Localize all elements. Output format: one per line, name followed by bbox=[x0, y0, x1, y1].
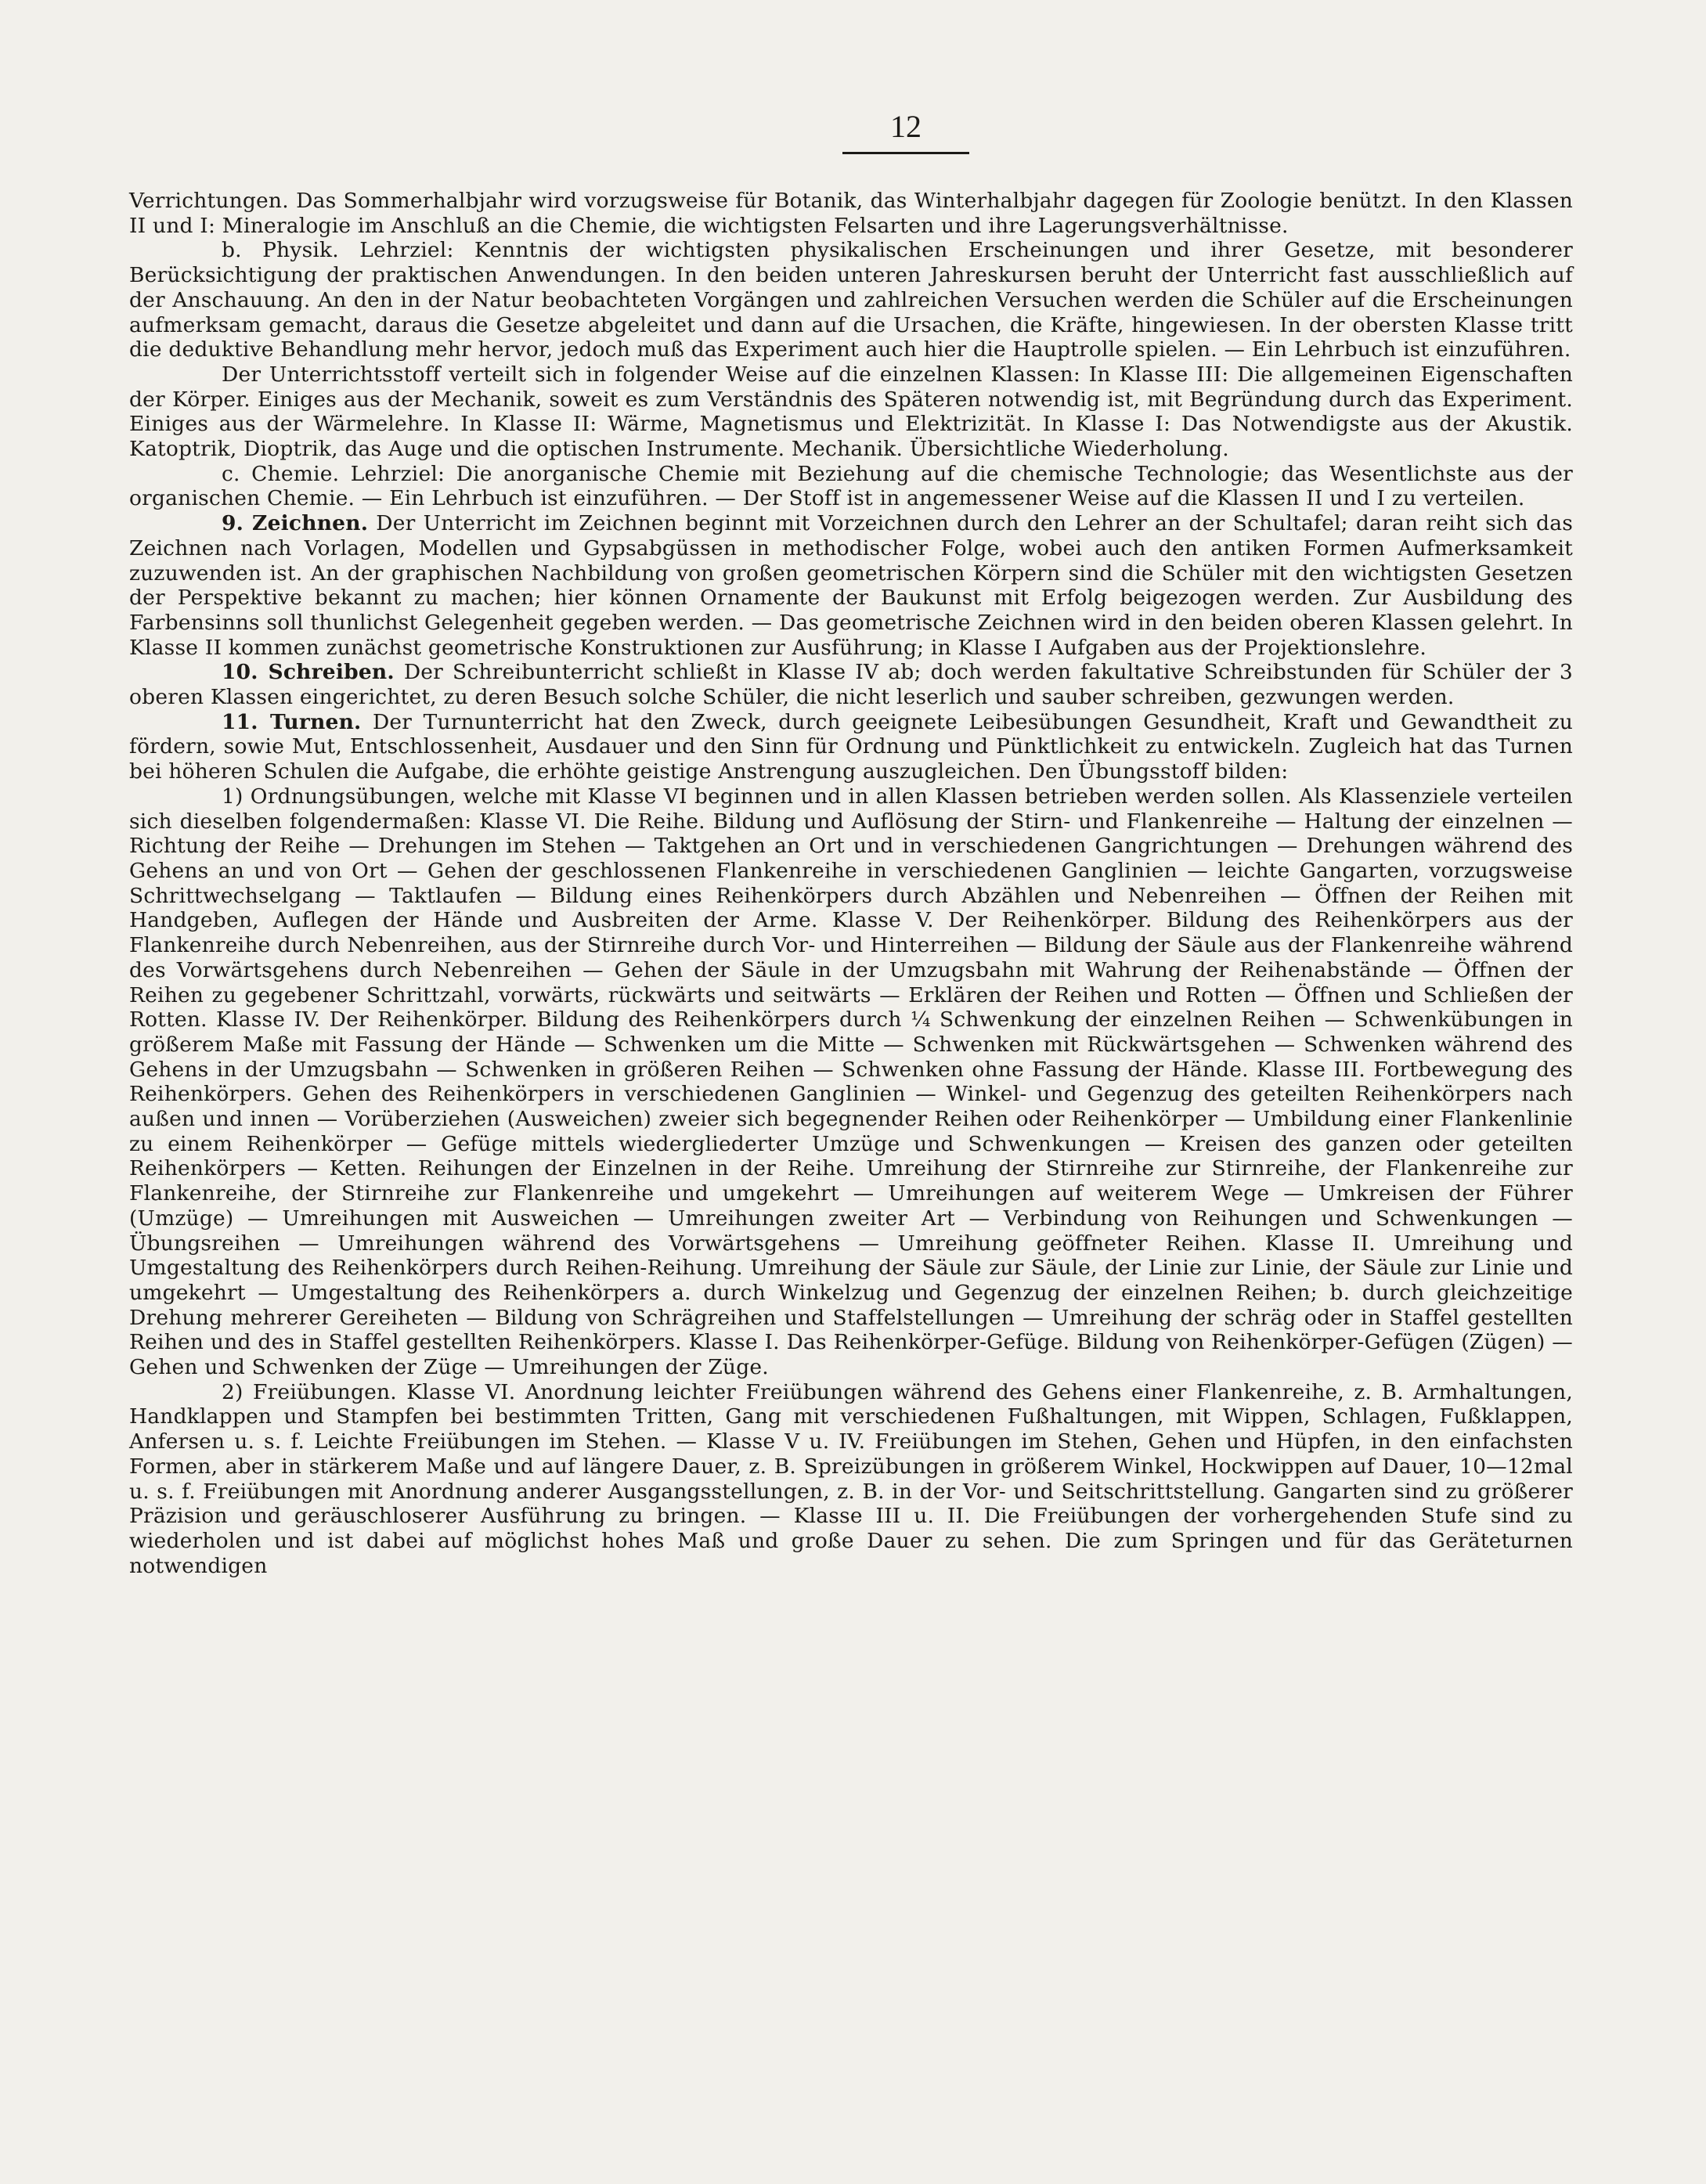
paragraph-zeichnen bbox=[129, 511, 1573, 660]
section-label-zeichnen: 9. Zeichnen. bbox=[222, 511, 369, 536]
paragraph-turnen-text: Der Turnunterricht hat den Zweck, durch geeignete Leibesübungen Gesundheit, Kraft und Gewandtheit zu fördern, sowie Mut, Entschlossenheit, Ausdauer und den Sinn für Ordnung und Pünktlichkeit zu entwickeln. Zugleich hat das Turnen bei höheren Schulen die Aufgabe, die erhöhte geistige Anstrengung auszugleichen. Den Übungsstoff bilden: bbox=[129, 709, 1573, 784]
paragraph-schreiben-text: Der Schreibunterricht schließt in Klasse IV ab; doch werden fakultative Schreibstunden für Schüler der 3 oberen Klassen eingerichtet, zu deren Besuch solche Schüler, die nicht leserlich und sauber schreiben, gezwungen werden. bbox=[129, 660, 1573, 710]
paragraph-chemie: c. Chemie. Lehrziel: Die anorganische Chemie mit Beziehung auf die chemische Technologie; das Wesentlichste aus der organischen Chemie. — Ein Lehrbuch ist einzuführen. — Der Stoff ist in angemessener Weise auf die Klassen II und I zu verteilen. bbox=[129, 461, 1573, 511]
paragraph-physik-stoffverteilung: Der Unterrichtsstoff verteilt sich in folgender Weise auf die einzelnen Klassen: In Klasse III: Die allgemeinen Eigenschaften der Körper. Einiges aus der Mechanik, soweit es zum Verständnis des Späteren notwendig ist, mit Begründung durch das Experiment. Einiges aus der Wärmelehre. In Klasse II: Wärme, Magnetismus und Elektrizität. In Klasse I: Das Notwendigste aus der Akustik. Katoptrik, Dioptrik, das Auge und die optischen Instrumente. Mechanik. Übersichtliche Wiederholung. bbox=[129, 362, 1573, 462]
paragraph-botanik-zoologie: Verrichtungen. Das Sommerhalbjahr wird vorzugsweise für Botanik, das Winterhalbjahr dagegen für Zoologie benützt. In den Klassen II und I: Mineralogie im Anschluß an die Chemie, die wichtigsten Felsarten und ihre Lagerungsverhältnisse. bbox=[129, 189, 1573, 238]
paragraph-schreiben bbox=[129, 660, 1573, 709]
paragraph-freiuebungen: 2) Freiübungen. Klasse VI. Anordnung leichter Freiübungen während des Gehens einer Flankenreihe, z. B. Armhaltungen, Handklappen und Stampfen bei bestimmten Tritten, Gang mit verschiedenen Fußhaltungen, mit Wippen, Schlagen, Fußklappen, Anfersen u. s. f. Leichte Freiübungen im Stehen. — Klasse V u. IV. Freiübungen im Stehen, Gehen und Hüpfen, in den einfachsten Formen, aber in stärkerem Maße und auf längere Dauer, z. B. Spreizübungen in größerem Winkel, Hockwippen auf Dauer, 10—12mal u. s. f. Freiübungen mit Anordnung anderer Ausgangsstellungen, z. B. in der Vor- und Seitschrittstellung. Gangarten sind zu größerer Präzision und geräuschloserer Ausführung zu bringen. — Klasse III u. II. Die Freiübungen der vorhergehenden Stufe sind zu wiederholen und ist dabei auf möglichst hohes Maß und große Dauer zu sehen. Die zum Springen und für das Geräteturnen notwendigen bbox=[129, 1379, 1573, 1578]
paragraph-turnen bbox=[129, 710, 1573, 784]
paragraph-physik: b. Physik. Lehrziel: Kenntnis der wichtigsten physikalischen Erscheinungen und ihrer Gesetze, mit besonderer Berücksichtigung der praktischen Anwendungen. In den beiden unteren Jahreskursen beruht der Unterricht fast ausschließlich auf der Anschauung. An den in der Natur beobachteten Vorgängen und zahlreichen Versuchen werden die Schüler auf die Erscheinungen aufmerksam gemacht, daraus die Gesetze abgeleitet und dann auf die Ursachen, die Kräfte, hingewiesen. In der obersten Klasse tritt die deduktive Behandlung mehr hervor, jedoch muß das Experiment auch hier die Hauptrolle spielen. — Ein Lehrbuch ist einzuführen. bbox=[129, 238, 1573, 362]
body-text bbox=[129, 189, 1573, 1578]
page-number: 12 bbox=[890, 109, 922, 144]
paragraph-zeichnen-text: Der Unterricht im Zeichnen beginnt mit Vorzeichnen durch den Lehrer an der Schultafel; daran reiht sich das Zeichnen nach Vorlagen, Modellen und Gypsabgüssen in methodischer Folge, wobei auch den antiken Formen Aufmerksamkeit zuzuwenden ist. An der graphischen Nachbildung von großen geometrischen Körpern sind die Schüler mit den wichtigsten Gesetzen der Perspektive bekannt zu machen; hier können Ornamente der Baukunst mit Erfolg beigezogen werden. Zur Ausbildung des Farbensinns soll thunlichst Gelegenheit gegeben werden. — Das geometrische Zeichnen wird in den beiden oberen Klassen gelehrt. In Klasse II kommen zunächst geometrische Konstruktionen zur Ausführung; in Klasse I Aufgaben aus der Projektionslehre. bbox=[129, 511, 1573, 660]
page-number-rule bbox=[842, 152, 969, 154]
section-label-turnen: 11. Turnen. bbox=[222, 709, 362, 734]
paragraph-ordnungsuebungen: 1) Ordnungsübungen, welche mit Klasse VI beginnen und in allen Klassen betrieben werden sollen. Als Klassenziele verteilen sich dieselben folgendermaßen: Klasse VI. Die Reihe. Bildung und Auflösung der Stirn- und Flankenreihe — Haltung der einzelnen — Richtung der Reihe — Drehungen im Stehen — Taktgehen an Ort und in verschiedenen Gangrichtungen — Drehungen während des Gehens an und von Ort — Gehen der geschlossenen Flankenreihe in verschiedenen Ganglinien — leichte Gangarten, vorzugsweise Schrittwechselgang — Taktlaufen — Bildung eines Reihenkörpers durch Abzählen und Nebenreihen — Öffnen der Reihen mit Handgeben, Auflegen der Hände und Ausbreiten der Arme. Klasse V. Der Reihenkörper. Bildung des Reihenkörpers aus der Flankenreihe durch Nebenreihen, aus der Stirnreihe durch Vor- und Hinterreihen — Bildung der Säule aus der Flankenreihe während des Vorwärtsgehens durch Nebenreihen — Gehen der Säule in der Umzugsbahn mit Wahrung der Reihenabstände — Öffnen der Reihen zu gegebener Schrittzahl, vorwärts, rückwärts und seitwärts — Erklären der Reihen und Rotten — Öffnen und Schließen der Rotten. Klasse IV. Der Reihenkörper. Bildung des Reihenkörpers durch ¼ Schwenkung der einzelnen Reihen — Schwenkübungen in größerem Maße mit Fassung der Hände — Schwenken um die Mitte — Schwenken mit Rückwärtsgehen — Schwenken während des Gehens in der Umzugsbahn — Schwenken in größeren Reihen — Schwenken ohne Fassung der Hände. Klasse III. Fortbewegung des Reihenkörpers. Gehen des Reihenkörpers in verschiedenen Ganglinien — Winkel- und Gegenzug des geteilten Reihenkörpers nach außen und innen — Vorüberziehen (Ausweichen) zweier sich begegnender Reihen oder Reihenkörper — Umbildung einer Flankenlinie zu einem Reihenkörper — Gefüge mittels wiedergliederter Umzüge und Schwenkungen — Kreisen des ganzen oder geteilten Reihenkörpers — Ketten. Reihungen der Einzelnen in der Reihe. Umreihung der Stirnreihe zur Stirnreihe, der Flankenreihe zur Flankenreihe, der Stirnreihe zur Flankenreihe und umgekehrt — Umreihungen auf weiterem Wege — Umkreisen der Führer (Umzüge) — Umreihungen mit Ausweichen — Umreihungen zweiter Art — Verbindung von Reihungen und Schwenkungen — Übungsreihen — Umreihungen während des Vorwärtsgehens — Umreihung geöffneter Reihen. Klasse II. Umreihung und Umgestaltung des Reihenkörpers durch Reihen-Reihung. Umreihung der Säule zur Säule, der Linie zur Linie, der Säule zur Linie und umgekehrt — Umgestaltung des Reihenkörpers a. durch Winkelzug und Gegenzug der einzelnen Reihen; b. durch gleichzeitige Drehung mehrerer Gereiheten — Bildung von Schrägreihen und Staffelstellungen — Umreihung der schräg oder in Staffel gestellten Reihen und des in Staffel gestellten Reihenkörpers. Klasse I. Das Reihenkörper-Gefüge. Bildung von Reihenkörper-Gefügen (Zügen) — Gehen und Schwenken der Züge — Umreihungen der Züge. bbox=[129, 784, 1573, 1380]
section-label-schreiben: 10. Schreiben. bbox=[222, 660, 395, 685]
